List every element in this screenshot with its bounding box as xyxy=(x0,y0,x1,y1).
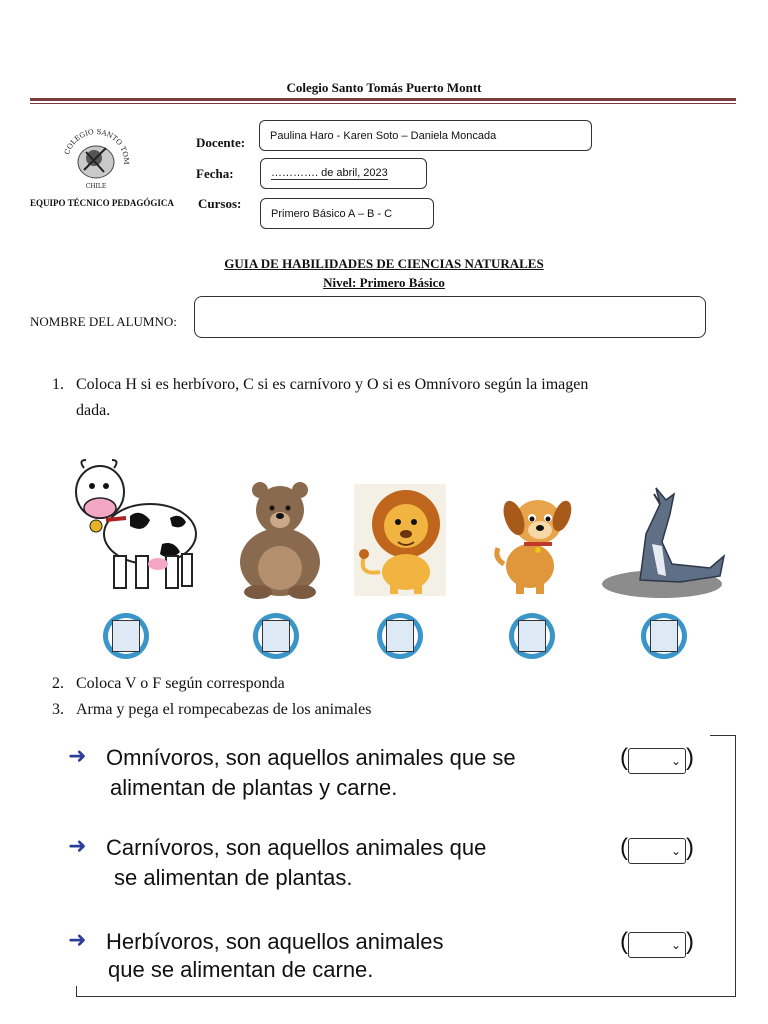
fecha-field[interactable] xyxy=(260,158,427,189)
question-2-text: Coloca V o F según corresponda xyxy=(76,675,285,692)
question-3-text: Arma y pega el rompecabezas de los animales xyxy=(76,701,372,718)
school-logo xyxy=(54,118,138,192)
question-1-text-cont: dada. xyxy=(76,402,111,419)
dog-icon xyxy=(494,492,572,596)
student-name-input[interactable] xyxy=(194,296,706,338)
team-label: EQUIPO TÉCNICO PEDAGÓGICA xyxy=(30,198,174,208)
question-1-text: Coloca H si es herbívoro, C si es carnívoro y O si es Omnívoro según la imagen xyxy=(76,376,589,393)
student-name-label: NOMBRE DEL ALUMNO: xyxy=(30,314,177,329)
statement-3-line-2: que se alimentan de carne. xyxy=(108,957,374,982)
statement-2-line-2: se alimentan de plantas. xyxy=(114,865,353,890)
school-name: Colegio Santo Tomás Puerto Montt xyxy=(286,80,482,95)
paren-close: ) xyxy=(686,928,694,955)
paren-close: ) xyxy=(686,744,694,771)
guide-title: GUIA DE HABILIDADES DE CIENCIAS NATURALES xyxy=(224,256,544,271)
fecha-value: …………. de abril, 2023 xyxy=(271,167,388,179)
docente-field[interactable] xyxy=(259,120,592,151)
cursos-value: Primero Básico A – B - C xyxy=(271,207,393,220)
paren-open: ( xyxy=(620,834,628,861)
answer-circle-lion[interactable] xyxy=(377,613,423,659)
statement-2-select[interactable] xyxy=(628,838,686,864)
docente-value: Paulina Haro - Karen Soto – Daniela Moncada xyxy=(270,129,497,142)
vf-box-bottom-border xyxy=(76,996,736,997)
vf-box-right-border xyxy=(735,735,736,997)
vf-box-top-border xyxy=(710,735,736,736)
statement-3-select[interactable] xyxy=(628,932,686,958)
answer-circle-bear[interactable] xyxy=(253,613,299,659)
logo-arc-text: COLEGIO SANTO TOM xyxy=(63,127,131,165)
statement-1-line-2: alimentan de plantas y carne. xyxy=(110,775,398,800)
arrow-bullet-icon: ➜ xyxy=(68,834,87,859)
chevron-down-icon: ⌄ xyxy=(670,754,681,768)
docente-label: Docente: xyxy=(196,135,246,150)
statement-3-line-1: Herbívoros, son aquellos animales xyxy=(106,929,444,954)
answer-circle-dog[interactable] xyxy=(509,613,555,659)
answer-circle-wolf[interactable] xyxy=(641,613,687,659)
bear-icon xyxy=(230,476,330,600)
arrow-bullet-icon: ➜ xyxy=(68,928,87,953)
statement-2-line-1: Carnívoros, son aquellos animales que xyxy=(106,835,487,860)
guide-level: Nivel: Primero Básico xyxy=(323,275,445,290)
header-rule-thin xyxy=(30,103,736,104)
statement-1-select[interactable] xyxy=(628,748,686,774)
paren-open: ( xyxy=(620,928,628,955)
paren-close: ) xyxy=(686,834,694,861)
cursos-field[interactable] xyxy=(260,198,434,229)
logo-sub-text: CHILE xyxy=(85,183,107,190)
question-2-number: 2. xyxy=(52,675,64,692)
lion-icon xyxy=(354,484,446,596)
wolf-icon xyxy=(600,484,730,600)
header-rule-thick xyxy=(30,98,736,101)
chevron-down-icon: ⌄ xyxy=(670,938,681,952)
cursos-label: Cursos: xyxy=(198,196,242,211)
vf-box-left-border xyxy=(76,986,77,997)
paren-open: ( xyxy=(620,744,628,771)
chevron-down-icon: ⌄ xyxy=(670,844,681,858)
question-1-number: 1. xyxy=(52,376,64,393)
statement-1-line-1: Omnívoros, son aquellos animales que se xyxy=(106,745,516,770)
cow-icon xyxy=(70,456,200,596)
answer-circle-cow[interactable] xyxy=(103,613,149,659)
question-3-number: 3. xyxy=(52,701,64,718)
fecha-label: Fecha: xyxy=(196,166,234,181)
arrow-bullet-icon: ➜ xyxy=(68,744,87,769)
